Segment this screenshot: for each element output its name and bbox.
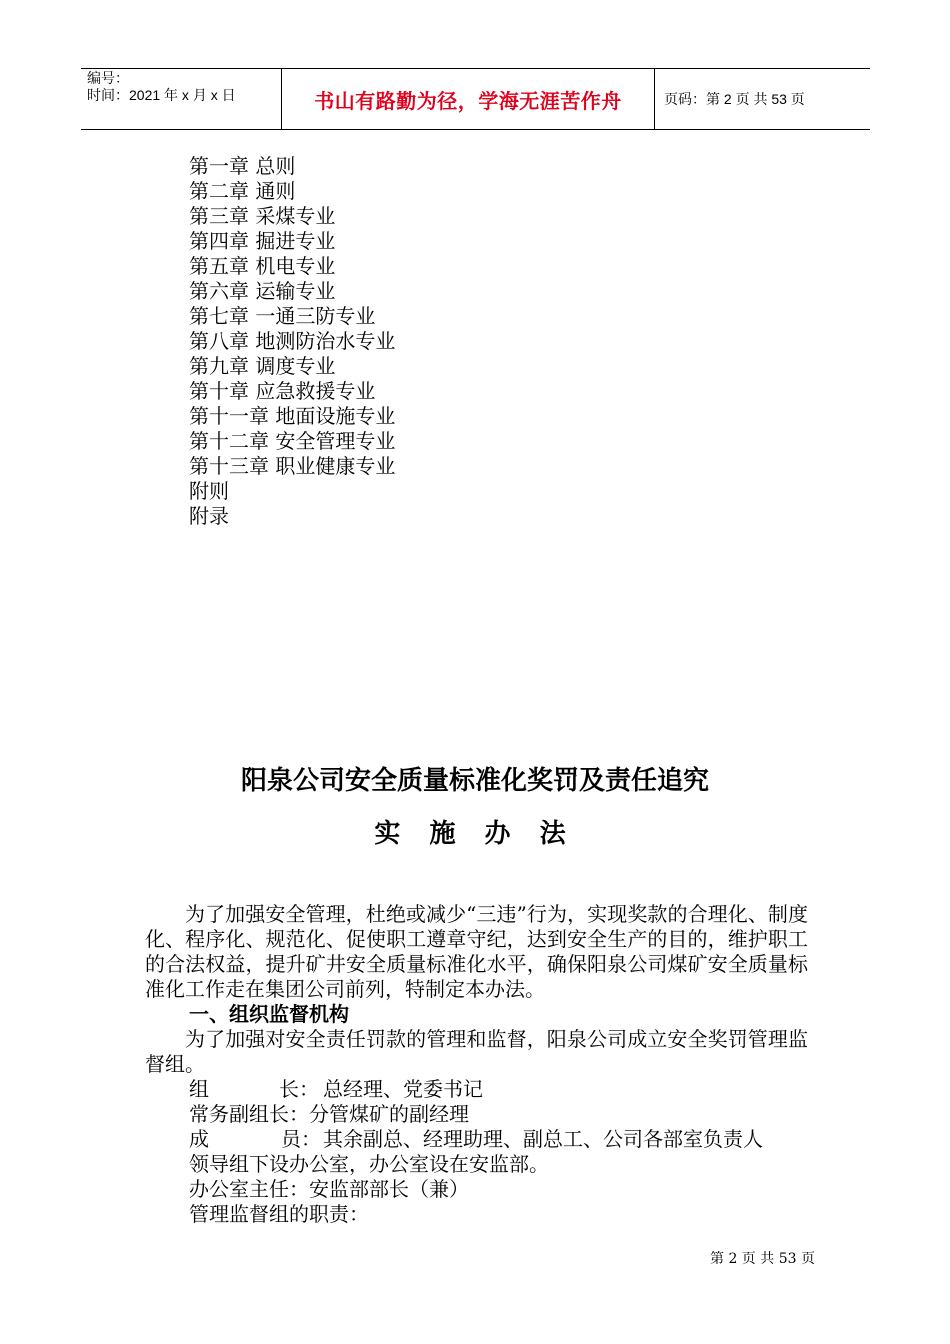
toc-item: 第十三章 职业健康专业 <box>189 454 396 478</box>
toc-item: 附则 <box>189 479 229 503</box>
toc-item: 第二章 通则 <box>189 179 296 203</box>
toc-item: 第四章 掘进专业 <box>189 229 336 253</box>
header-motto: 书山有路勤为径，学海无涯苦作舟 <box>282 69 655 129</box>
toc-item: 第三章 采煤专业 <box>189 204 336 228</box>
toc-item: 第八章 地测防治水专业 <box>189 329 396 353</box>
page-header <box>81 68 870 130</box>
leader-line <box>145 1077 808 1102</box>
leader-label-b: 长： <box>279 1077 319 1101</box>
section-heading: 一、组织监督机构 <box>189 1002 349 1026</box>
member-label-b: 员： <box>281 1127 321 1151</box>
member-label <box>189 1127 323 1152</box>
deputy-line <box>145 1102 808 1127</box>
member-line <box>145 1127 808 1152</box>
toc-item: 第十一章 地面设施专业 <box>189 404 396 428</box>
toc-item: 第五章 机电专业 <box>189 254 336 278</box>
toc-item: 第一章 总则 <box>189 154 296 178</box>
duties-line: 管理监督组的职责： <box>189 1202 369 1226</box>
document-subtitle: 实 施 办 法 <box>374 819 576 849</box>
leader-label-a: 组 <box>189 1077 209 1101</box>
member-label-a: 成 <box>189 1127 209 1151</box>
toc-item: 第十二章 安全管理专业 <box>189 429 396 453</box>
intro-paragraph: 为了加强安全管理，杜绝或减少“三违”行为，实现奖款的合理化、制度化、程序化、规范化、促使职工遵章守纪，达到安全生产的目的，维护职工的合法权益，提升矿井安全质量标准化水平，确保阳泉公司煤矿安全质量标准化工作走在集团公司前列，特制定本办法。 <box>145 902 808 1001</box>
office-head-line: 办公室主任：安监部部长（兼） <box>189 1177 469 1201</box>
toc-item: 第七章 一通三防专业 <box>189 304 376 328</box>
header-time-label: 时间：2021 年 x 月 x 日 <box>87 87 236 103</box>
page-footer: 第 2 页 共 53 页 <box>710 1251 815 1267</box>
toc-item: 第六章 运输专业 <box>189 279 336 303</box>
header-page-label: 页码：第 2 页 共 53 页 <box>664 91 805 107</box>
section-paragraph: 为了加强对安全责任罚款的管理和监督，阳泉公司成立安全奖罚管理监督组。 <box>145 1027 808 1076</box>
document-body <box>145 902 808 1227</box>
leader-label <box>189 1077 323 1102</box>
toc-item: 第九章 调度专业 <box>189 354 336 378</box>
document-title: 阳泉公司安全质量标准化奖罚及责任追究 <box>240 766 709 796</box>
table-of-contents <box>189 154 395 529</box>
header-meta <box>81 69 282 129</box>
header-number-label: 编号： <box>87 70 129 86</box>
leader-value: 总经理、党委书记 <box>323 1077 483 1101</box>
member-value: 其余副总、经理助理、副总工、公司各部室负责人 <box>323 1127 763 1151</box>
toc-item: 附录 <box>189 504 229 528</box>
toc-item: 第十章 应急救援专业 <box>189 379 376 403</box>
deputy-value: 分管煤矿的副经理 <box>309 1102 469 1126</box>
deputy-label: 常务副组长： <box>189 1102 309 1126</box>
office-line: 领导组下设办公室，办公室设在安监部。 <box>189 1152 549 1176</box>
